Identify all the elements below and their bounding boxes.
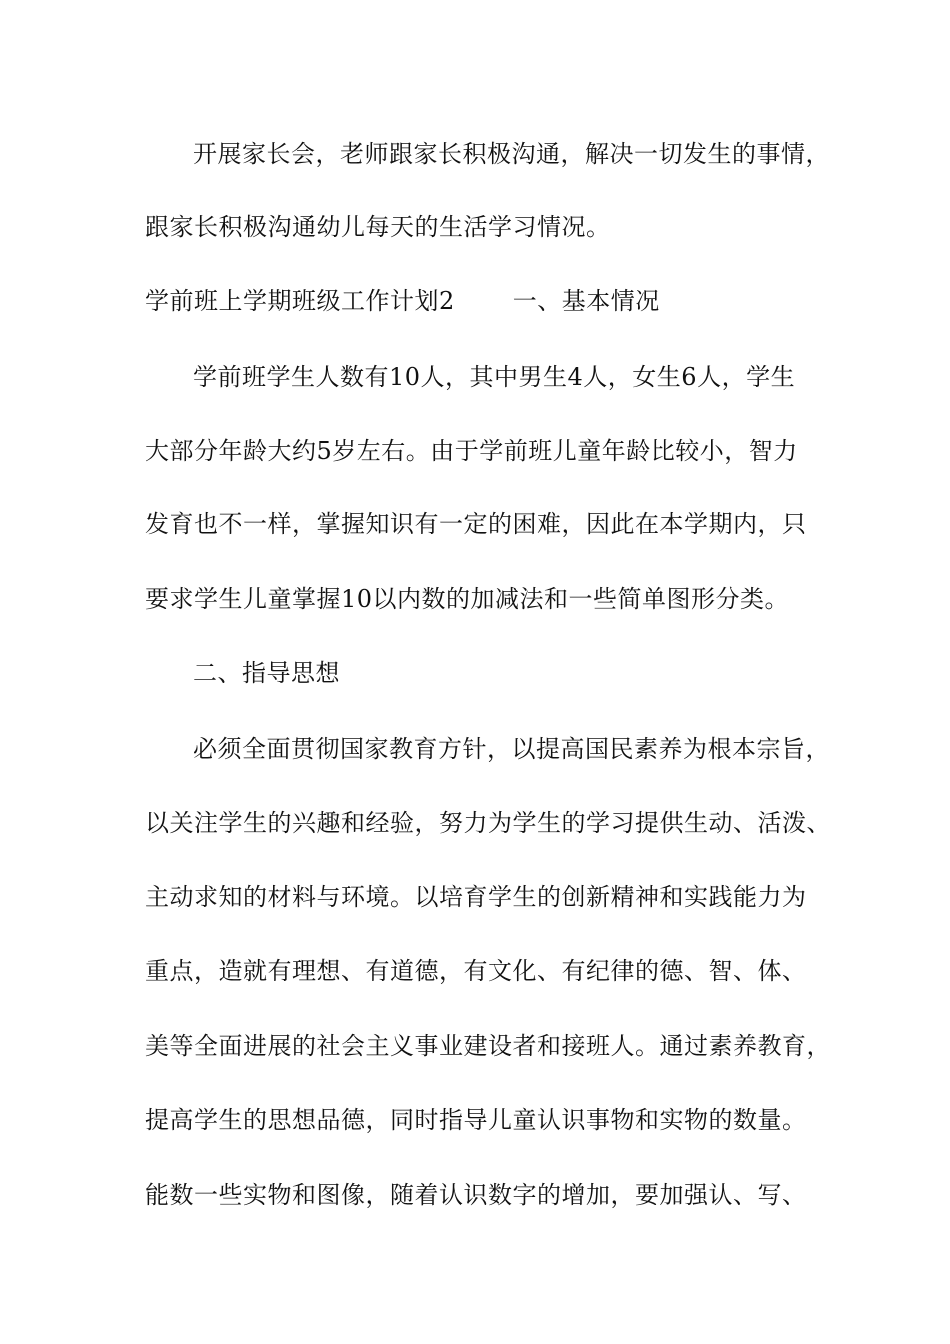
paragraph-line: 美等全面进展的社会主义事业建设者和接班人。通过素养教育， xyxy=(145,1032,831,1060)
paragraph-line: 发育也不一样，掌握知识有一定的困难，因此在本学期内，只 xyxy=(145,510,807,538)
section-heading-row xyxy=(145,286,660,316)
paragraph-line: 重点，造就有理想、有道德，有文化、有纪律的德、智、体、 xyxy=(145,957,807,985)
section-heading: 一、基本情况 xyxy=(512,287,660,315)
paragraph-line: 学前班学生人数有10人，其中男生4人，女生6人，学生 xyxy=(193,363,796,391)
paragraph-line: 能数一些实物和图像，随着认识数字的增加，要加强认、写、 xyxy=(145,1181,807,1209)
paragraph-line: 主动求知的材料与环境。以培育学生的创新精神和实践能力为 xyxy=(145,883,807,911)
paragraph-line: 大部分年龄大约5岁左右。由于学前班儿童年龄比较小，智力 xyxy=(145,437,798,465)
paragraph-line: 开展家长会，老师跟家长积极沟通，解决一切发生的事情， xyxy=(193,140,830,168)
paragraph-line: 跟家长积极沟通幼儿每天的生活学习情况。 xyxy=(145,213,611,241)
paragraph-line: 要求学生儿童掌握10以内数的加减法和一些简单图形分类。 xyxy=(145,585,790,613)
paragraph-line: 提高学生的思想品德，同时指导儿童认识事物和实物的数量。 xyxy=(145,1106,807,1134)
document-title: 学前班上学期班级工作计划2 xyxy=(145,287,455,315)
paragraph-line: 必须全面贯彻国家教育方针，以提高国民素养为根本宗旨， xyxy=(193,735,830,763)
paragraph-line: 以关注学生的兴趣和经验，努力为学生的学习提供生动、活泼、 xyxy=(145,809,831,837)
section-heading: 二、指导思想 xyxy=(193,659,340,687)
